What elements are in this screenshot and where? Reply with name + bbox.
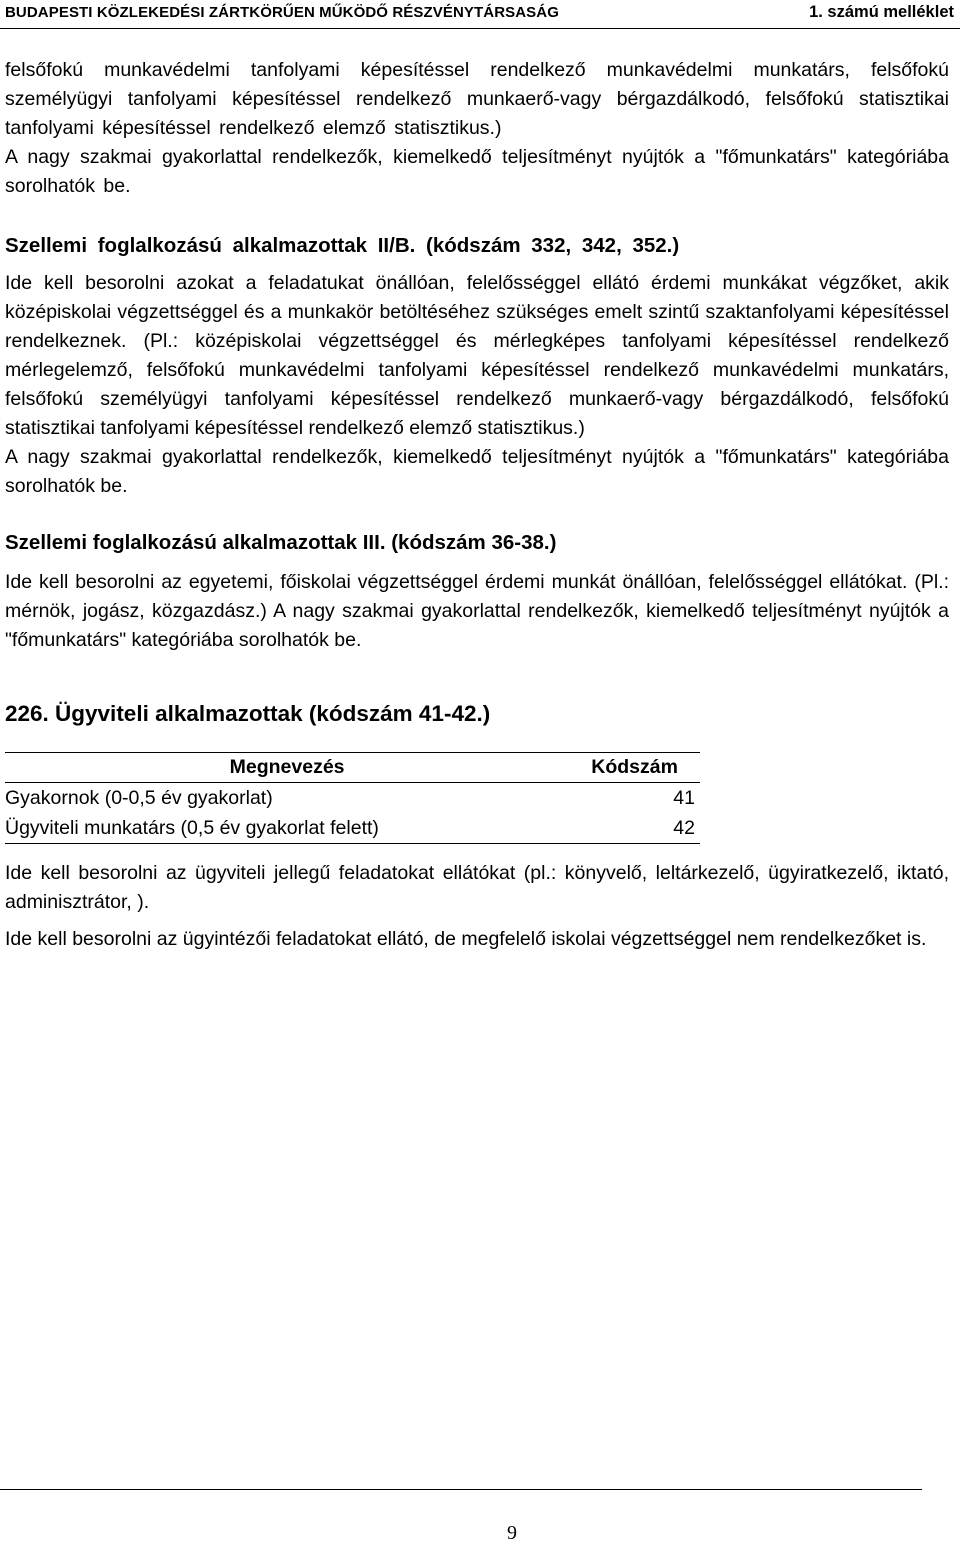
page-header <box>0 0 960 29</box>
paragraph-senior-associate-note: A nagy szakmai gyakorlattal rendelkezők, kiemelkedő teljesítményt nyújtók a "főmunkatárs" kategóriába sorolhatók be. <box>5 146 949 197</box>
table-row <box>5 783 700 814</box>
cell-name: Gyakornok (0-0,5 év gyakorlat) <box>5 787 273 809</box>
chapter-heading-226: 226. Ügyviteli alkalmazottak (kódszám 41-42.) <box>5 701 491 726</box>
spacer <box>5 501 949 528</box>
column-header-code: Kódszám <box>569 753 700 783</box>
paragraph-3-description: Ide kell besorolni az egyetemi, főiskolai végzettséggel érdemi munkát önállóan, felelősséggel ellátókat. (Pl.: mérnök, jogász, közgazdász.) A nagy szakmai gyakorlattal rendelkezők, kiemelkedő teljesítményt nyújtók a "főmunkatárs" kategóriába sorolhatók be. <box>5 571 949 651</box>
spacer <box>5 917 949 925</box>
cell-code: 41 <box>673 787 695 809</box>
cell-code: 42 <box>569 813 700 844</box>
table-header-row <box>5 753 700 783</box>
page-number: 9 <box>507 1522 517 1544</box>
footer-divider <box>0 1489 922 1490</box>
spacer <box>5 557 949 568</box>
annex-label: 1. számú melléklet <box>809 3 954 21</box>
section-heading-3: Szellemi foglalkozású alkalmazottak III. (kódszám 36-38.) <box>5 531 557 554</box>
spacer <box>5 655 949 698</box>
document-body <box>5 56 949 954</box>
company-name: BUDAPESTI KÖZLEKEDÉSI ZÁRTKÖRŰEN MŰKÖDŐ RÉSZVÉNYTÁRSASÁG <box>5 4 559 21</box>
paragraph-2b-description: Ide kell besorolni azokat a feladatukat önállóan, felelősséggel ellátó érdemi munkákat végzőket, akik középiskolai végzettséggel és a munkakör betöltéséhez szükséges emelt szintű szaktanfolyami képesítéssel rendelkeznek. (Pl.: középiskolai végzettséggel és mérlegképes tanfolyami képesítéssel rendelkező mérlegelemző, felsőfokú munkavédelmi tanfolyami képesítéssel rendelkező munkavédelmi munkatárs, felsőfokú személyügyi tanfolyami képesítéssel rendelkező munkaerő-vagy bérgazdálkodó, felsőfokú statisztikai tanfolyami képesítéssel rendelkező elemző statisztikus.) <box>5 272 949 439</box>
job-code-table <box>5 752 700 844</box>
table-row <box>5 813 700 844</box>
section-heading-2b: Szellemi foglalkozású alkalmazottak II/B. (kódszám 332, 342, 352.) <box>5 234 680 257</box>
cell-name: Ügyviteli munkatárs (0,5 év gyakorlat felett) <box>5 813 569 844</box>
column-header-name: Megnevezés <box>5 753 569 783</box>
paragraph-clerical-duties: Ide kell besorolni az ügyviteli jellegű feladatokat ellátókat (pl.: könyvelő, leltárkezelő, ügyiratkezelő, iktató, adminisztrátor, ). <box>5 862 949 913</box>
paragraph-qualifications-continued: felsőfokú munkavédelmi tanfolyami képesítéssel rendelkező munkavédelmi munkatárs, felsőfokú személyügyi tanfolyami képesítéssel rendelkező munkaerő-vagy bérgazdálkodó, felsőfokú statisztikai tanfolyami képesítéssel rendelkező elemző statisztikus.) <box>5 59 949 139</box>
spacer <box>5 844 949 859</box>
spacer <box>5 260 949 269</box>
spacer <box>5 201 949 231</box>
spacer <box>5 729 949 752</box>
paragraph-2b-senior-note: A nagy szakmai gyakorlattal rendelkezők, kiemelkedő teljesítményt nyújtók a "főmunkatárs" kategóriába sorolhatók be. <box>5 446 949 497</box>
paragraph-clerical-administrators: Ide kell besorolni az ügyintézői feladatokat ellátó, de megfelelő iskolai végzettséggel nem rendelkezőket is. <box>5 928 927 950</box>
